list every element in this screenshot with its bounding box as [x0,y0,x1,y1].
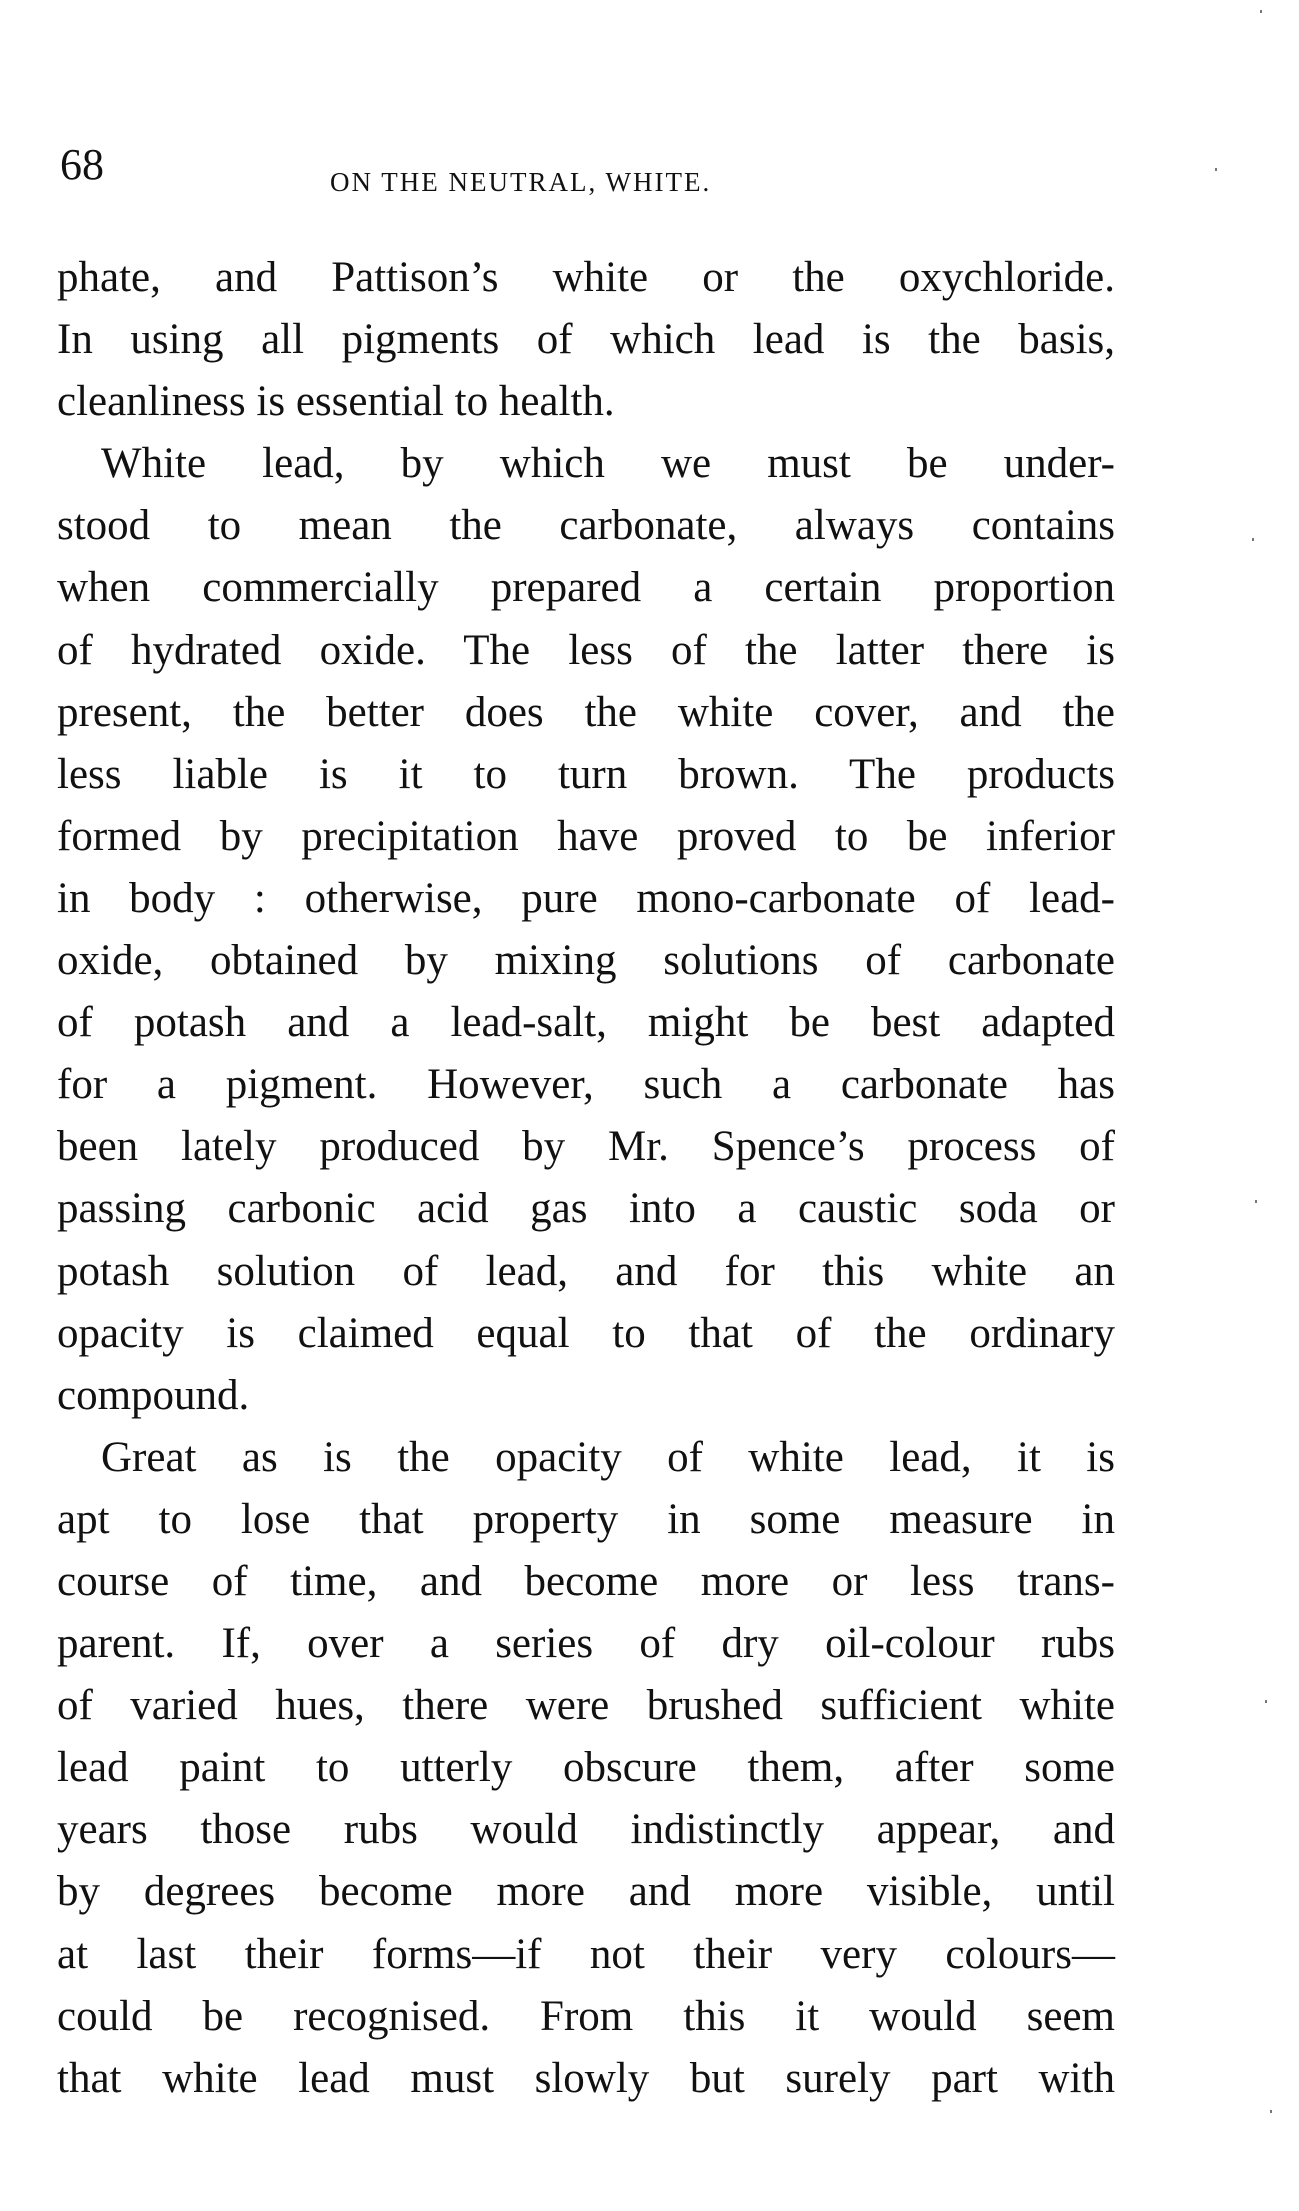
text-line: present, the better does the white cover, and the [57,688,1115,736]
text-line: Great as is the opacity of white lead, it is [101,1433,1115,1481]
text-line: parent. If, over a series of dry oil-colour rubs [57,1620,1115,1668]
text-line: been lately produced by Mr. Spence’s process of [57,1123,1115,1171]
scan-speck [1252,538,1254,541]
text-line: apt to lose that property in some measure in [57,1495,1115,1543]
running-title: ON THE NEUTRAL, WHITE. [330,167,712,197]
text-line: for a pigment. However, such a carbonate has [57,1061,1115,1109]
text-line: lead paint to utterly obscure them, after some [57,1744,1115,1792]
text-line: stood to mean the carbonate, always contains [57,502,1115,550]
body-text [57,247,1115,2110]
text-line: opacity is claimed equal to that of the ordinary [57,1309,1115,1357]
text-line: of hydrated oxide. The less of the latter there is [57,626,1115,674]
page-number: 68 [60,140,104,189]
text-line: passing carbonic acid gas into a caustic soda or [57,1185,1115,1233]
text-line: in body : otherwise, pure mono-carbonate of lead- [57,874,1115,922]
scan-speck [1260,10,1262,13]
text-line: that white lead must slowly but surely part with [57,2054,1115,2102]
text-line: less liable is it to turn brown. The products [57,750,1115,798]
text-line: years those rubs would indistinctly appear, and [57,1806,1115,1854]
scan-speck [1265,1700,1267,1703]
scan-speck [1215,168,1217,171]
text-line: by degrees become more and more visible, until [57,1868,1115,1916]
scan-speck [1255,1200,1257,1203]
text-line: In using all pigments of which lead is the basis, [57,316,1115,364]
text-line: White lead, by which we must be under- [101,440,1115,488]
text-line: could be recognised. From this it would seem [57,1992,1115,2040]
text-line: of potash and a lead-salt, might be best adapted [57,999,1115,1047]
text-line: at last their forms—if not their very colours— [57,1930,1115,1978]
text-line: course of time, and become more or less trans- [57,1557,1115,1605]
text-line: when commercially prepared a certain proportion [57,564,1115,612]
text-line: phate, and Pattison’s white or the oxychloride. [57,254,1115,301]
text-line: cleanliness is essential to health. [57,378,615,426]
scan-speck [1270,2110,1272,2113]
text-line: of varied hues, there were brushed sufficient white [57,1682,1115,1730]
text-line: potash solution of lead, and for this white an [57,1247,1115,1295]
text-line: compound. [57,1371,250,1419]
text-line: formed by precipitation have proved to be inferior [57,812,1115,860]
text-line: oxide, obtained by mixing solutions of carbonate [57,937,1115,985]
